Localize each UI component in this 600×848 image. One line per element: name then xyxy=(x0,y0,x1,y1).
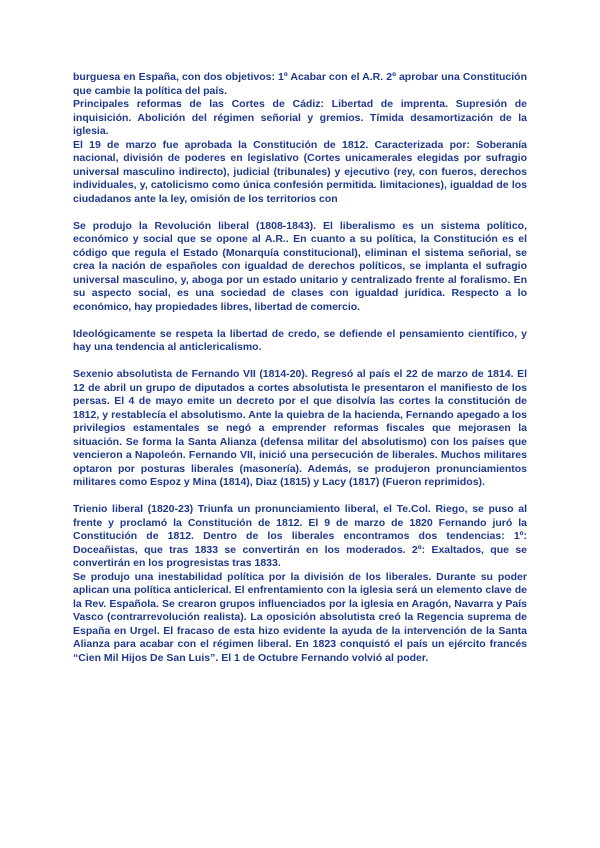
paragraph-constitution-1812: El 19 de marzo fue aprobada la Constitución de 1812. Caracterizada por: Soberanía nacional, división de poderes en legislativo (Cortes unicamerales elegidas por sufragio universal masculino indirecto), judicial (tribunales) y ejecutivo (rey, con fueros, derechos individuales, y, catolicismo como única confesión permitida. limitaciones), igualdad de los ciudadanos ante la ley, omisión de los territorios con xyxy=(73,138,527,205)
paragraph-ideology: Ideológicamente se respeta la libertad de credo, se defiende el pensamiento científico, y hay una tendencia al anticlericalismo. xyxy=(73,327,527,353)
paragraph-trienio-liberal: Trienio liberal (1820-23) Triunfa un pronunciamiento liberal, el Te.Col. Riego, se puso al frente y proclamó la Constitución de 1812. El 9 de marzo de 1820 Fernando juró la Constitución de 1812. Dentro de los liberales encontramos dos tendencias: 1º: Doceañistas, que tras 1833 se convertirán en los moderados. 2º: Exaltados, que se convertirán en los progresistas tras 1833. xyxy=(73,503,527,569)
paragraph-political-instability: Se produjo una inestabilidad política por la división de los liberales. Durante su poder aplican una política anticlerical. El enfrentamiento con la iglesia será un elemento clave de la Rev. Española. Se crearon grupos influenciados por la iglesia en Aragón, Navarra y País Vasco (contrarrevolución realista). La oposición absolutista creó la Regencia suprema de España en Urgel. El fracaso de esta hizo evidente la ayuda de la intervención de la Santa Alianza para acabar con el régimen liberal. En 1823 conquistó el país un ejército francés “Cien Mil Hijos De San Luis”. El 1 de Octubre Fernando volvió al poder. xyxy=(73,570,527,664)
paragraph-cadiz-objectives: burguesa en España, con dos objetivos: 1º Acabar con el A.R. 2º aprobar una Constitución que cambie la política del país. xyxy=(73,71,527,97)
paragraph-liberal-revolution: Se produjo la Revolución liberal (1808-1843). El liberalismo es un sistema político, económico y social que se opone al A.R.. En cuanto a su política, la Constitución es el código que regula el Estado (Monarquía constitucional), eliminan el sistema señorial, se crea la nación de españoles con igualdad de derechos políticos, se implanta el sufragio universal masculino, y, aboga por un estado unitario y centralizado frente al foralismo. En su aspecto social, es una sociedad de clases con igualdad jurídica. Respecto a lo económico, hay propiedades libres, libertad de comercio. xyxy=(73,219,527,313)
paragraph-sexenio-absolutista: Sexenio absolutista de Fernando VII (1814-20). Regresó al país el 22 de marzo de 1814. El 12 de abril un grupo de diputados a cortes absolutista le presentaron el manifiesto de los persas. El 4 de mayo emite un decreto por el que disolvía las cortes la constitución de 1812, y restablecía el absolutismo. Ante la quiebra de la hacienda, Fernando apegado a los privilegios estamentales se negó a emprender reformas fiscales que mejorasen la situación. Se forma la Santa Alianza (defensa militar del absolutismo) con los países que vencieron a Napoleón. Fernando VII, inició una persecución de liberales. Muchos militares optaron por posturas liberales (masonería). Además, se produjeron pronunciamientos militares como Espoz y Mina (1814), Diaz (1815) y Lacy (1817) (Fueron reprimidos). xyxy=(73,368,527,488)
document-page xyxy=(73,71,527,665)
paragraph-cadiz-reforms: Principales reformas de las Cortes de Cádiz: Libertad de imprenta. Supresión de inquisición. Abolición del régimen señorial y gremios. Tímida desamortización de la iglesia. xyxy=(73,98,527,137)
